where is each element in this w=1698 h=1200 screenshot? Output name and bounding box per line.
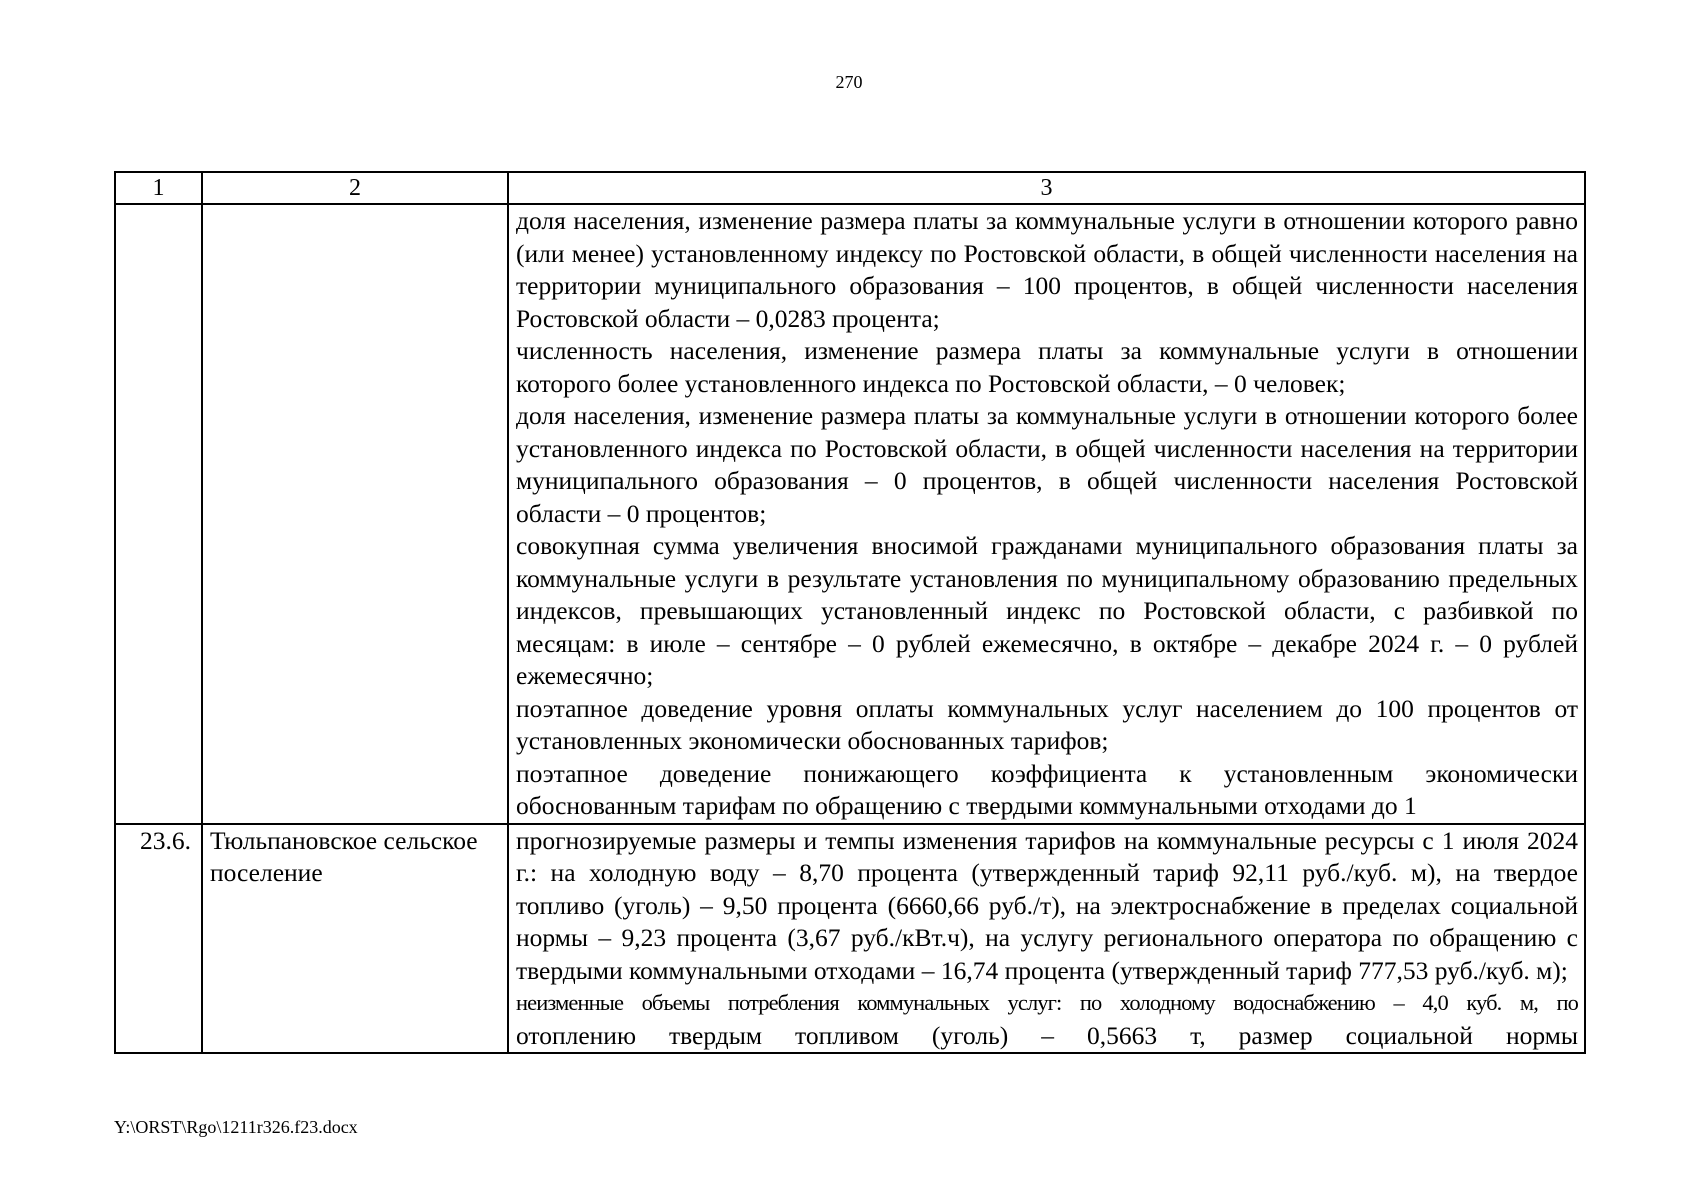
table-header-row xyxy=(115,172,1585,204)
paragraph: отоплению твердым топливом (уголь) – 0,5663 т, размер социальной нормы xyxy=(516,1020,1578,1050)
document-table xyxy=(114,171,1586,1054)
column-header-1: 1 xyxy=(115,172,202,204)
description-cell xyxy=(508,824,1585,1054)
paragraph: поэтапное доведение уровня оплаты коммунальных услуг населением до 100 процентов от установленных экономически обоснованных тарифов; xyxy=(516,693,1578,755)
description-cell xyxy=(508,204,1585,824)
file-path-footer: Y:\ORST\Rgo\1211r326.f23.docx xyxy=(114,1117,358,1137)
column-header-3: 3 xyxy=(508,172,1585,204)
settlement-name-cell: Тюльпановское сельское поселение xyxy=(202,824,508,1054)
paragraph: совокупная сумма увеличения вносимой гражданами муниципального образования платы за коммунальные услуги в результате установления по муниципальному образованию предельных индексов, превышающих установленный индекс по Ростовской области, с разбивкой по месяцам: в июле – сентябре – 0 рублей ежемесячно, в октябре – декабре 2024 г. – 0 рублей ежемесячно; xyxy=(516,531,1578,690)
column-header-2: 2 xyxy=(202,172,508,204)
table-row xyxy=(115,824,1585,1054)
paragraph: доля населения, изменение размера платы за коммунальные услуги в отношении которого равно (или менее) установленному индексу по Ростовской области, в общей численности населения на территории муниципального образования – 100 процентов, в общей численности населения Ростовской области – 0,0283 процента; xyxy=(516,206,1578,333)
paragraph: прогнозируемые размеры и темпы изменения тарифов на коммунальные ресурсы с 1 июля 2024 г.: на холодную воду – 8,70 процента (утвержденный тариф 92,11 руб./куб. м), на твердое топливо (уголь) – 9,50 процента (6660,66 руб./т), на электроснабжение в пределах социальной нормы – 9,23 процента (3,67 руб./кВт.ч), на услугу регионального оператора по обращению с твердыми коммунальными отходами – 16,74 процента (утвержденный тариф 777,53 руб./куб. м); xyxy=(516,825,1578,985)
settlement-name-cell xyxy=(202,204,508,824)
paragraph: поэтапное доведение понижающего коэффициента к установленным экономически обоснованным тарифам по обращению с твердыми коммунальными отходами до 1 xyxy=(516,758,1578,820)
paragraph: доля населения, изменение размера платы за коммунальные услуги в отношении которого более установленного индекса по Ростовской области, в общей численности населения на территории муниципального образования – 0 процентов, в общей численности населения Ростовской области – 0 процентов; xyxy=(516,401,1578,528)
page-number: 270 xyxy=(835,72,863,92)
row-number-cell: 23.6. xyxy=(115,824,202,1054)
paragraph: численность населения, изменение размера платы за коммунальные услуги в отношении которого более установленного индекса по Ростовской области, – 0 человек; xyxy=(516,336,1578,398)
table-row xyxy=(115,204,1585,824)
paragraph: неизменные объемы потребления коммунальных услуг: по холодному водоснабжению – 4,0 куб. м, по xyxy=(516,990,1578,1015)
row-number-cell xyxy=(115,204,202,824)
